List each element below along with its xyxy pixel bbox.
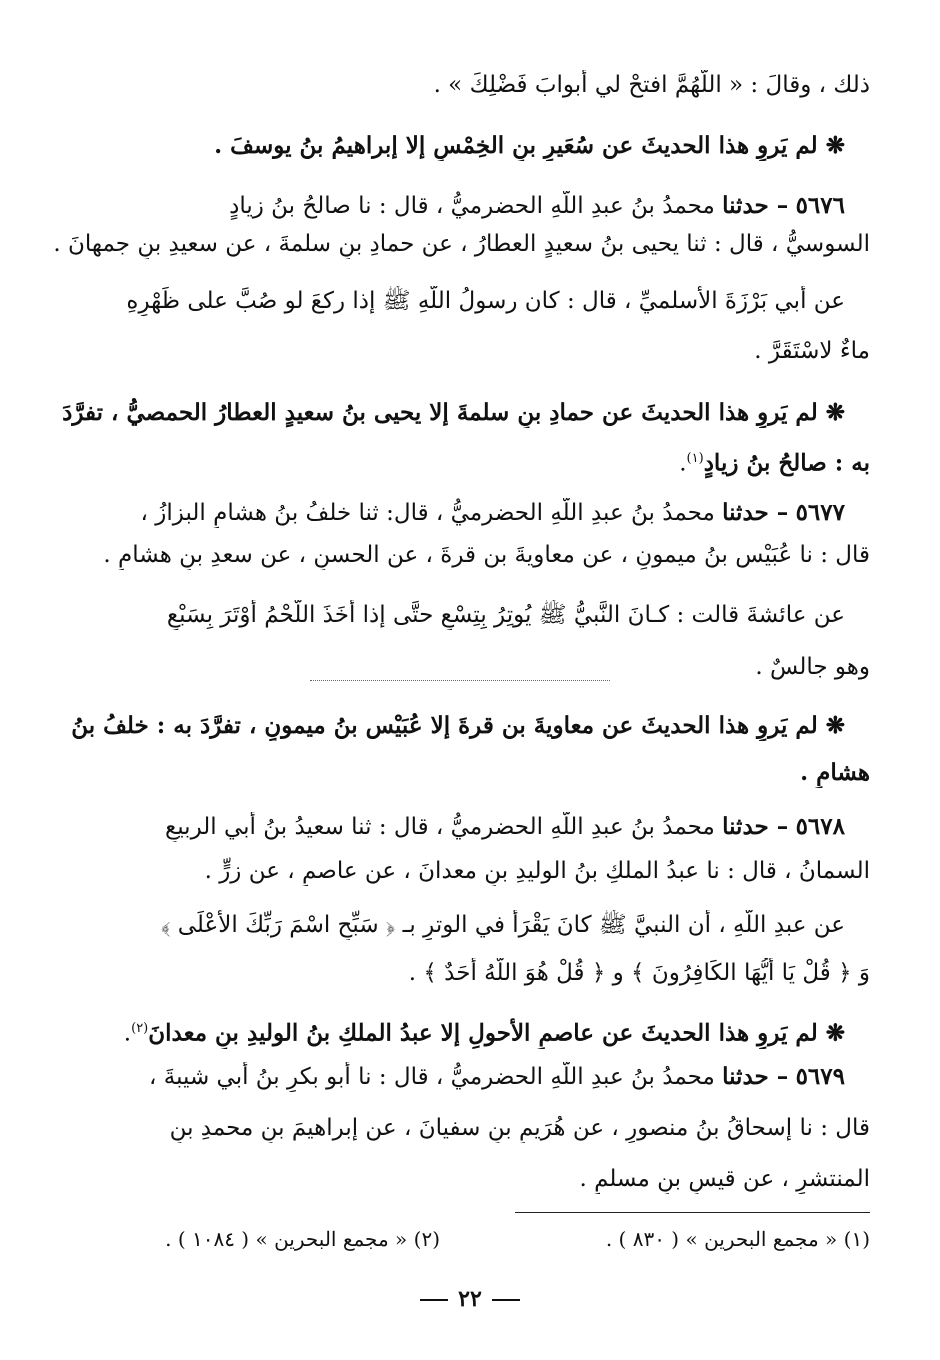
hadith-number: ٥٦٧٧ <box>795 499 845 526</box>
footnote-ref: (٢) <box>131 1021 149 1036</box>
line-text: وَ ﴿ قُلْ يَا أَيُّهَا الكَافِرُونَ ﴾ و ﴿ قُلْ هُوَ اللَّهُ أَحَدٌ ﴾ . <box>408 960 870 986</box>
comment-text: لم يَروِ هذا الحديثَ عن معاويةَ بن قرةَ إلا عُبَيْس بنُ ميمونٍ ، تفرَّدَ به : خلفُ بنُ <box>71 712 818 739</box>
line-text: ماءٌ لاسْتَقَرَّ . <box>754 338 870 364</box>
text-line <box>44 70 870 100</box>
line-end: . <box>679 450 687 477</box>
text-line <box>44 1164 870 1194</box>
text-line <box>44 600 845 630</box>
text-line <box>44 652 870 682</box>
hadith-number: ٥٦٧٨ <box>795 813 845 840</box>
hadith-heading-line <box>44 1062 845 1092</box>
text-line <box>44 540 870 570</box>
line-text: المنتشرِ ، عن قيسِ بنِ مسلمٍ . <box>579 1166 870 1192</box>
hadith-number: ٥٦٧٩ <box>795 1063 845 1090</box>
haddathana-label: – حدثنا <box>722 499 789 526</box>
text-line <box>44 286 845 316</box>
line-text: السمانُ ، قال : نا عبدُ الملكِ بنُ الوليدِ بنِ معدانَ ، عن عاصمٍ ، عن زرٍّ . <box>204 858 870 884</box>
text-line <box>44 910 845 940</box>
line-text: السوسيُّ ، قال : ثنا يحيى بنُ سعيدٍ العطارُ ، عن حمادِ بنِ سلمةَ ، عن سعيدِ بنِ جمهانَ . <box>53 231 870 257</box>
comment-text: به : صالحُ بنُ زيادٍ <box>703 449 870 477</box>
comment-line <box>44 398 845 428</box>
asterism-icon: ❋ <box>825 132 845 159</box>
line-text: عن عائشةَ قالت : كـانَ النَّبيُّ ﷺ يُوتِرُ بِتِسْعٍ حتَّى إذا أَخَذَ اللَّحْمُ أَوْتَرَ بِسَبْعٍ <box>166 602 845 628</box>
line-text: وهو جالسٌ . <box>755 654 870 680</box>
asterism-icon: ❋ <box>825 1019 845 1047</box>
hadith-number: ٥٦٧٦ <box>795 192 845 219</box>
footnote-ref: (١) <box>686 451 704 466</box>
line-text: محمدُ بنُ عبدِ اللَّهِ الحضرميُّ ، قال : نا صالحُ بنُ زيادٍ <box>229 193 715 219</box>
footnote-2: (٢) « مجمع البحرين » ( ١٠٨٤ ) . <box>165 1227 440 1251</box>
text-line <box>44 336 870 366</box>
text-line <box>44 856 870 886</box>
line-text: عن أبي بَرْزَةَ الأسلميِّ ، قال : كان رسولُ اللَّهِ ﷺ إذا ركعَ لو صُبَّ على ظَهْرِهِ <box>126 288 845 314</box>
text-line <box>44 1113 870 1143</box>
text-line <box>44 229 870 259</box>
line-text: قال : نا عُبَيْس بنُ ميمونٍ ، عن معاويةَ بن قرةَ ، عن الحسنِ ، عن سعدِ بنِ هشامٍ . <box>103 542 870 568</box>
comment-line <box>44 711 845 741</box>
line-text: عن عبدِ اللَّهِ ، أن النبيَّ ﷺ كانَ يَقْرَأُ في الوترِ بـ ﴿ سَبِّحِ اسْمَ رَبِّكَ الأَعْلَى ﴾ <box>160 912 845 938</box>
haddathana-label: – حدثنا <box>722 192 789 219</box>
page-number <box>0 1286 940 1312</box>
line-text: محمدُ بنُ عبدِ اللَّهِ الحضرميُّ ، قال : ثنا سعيدُ بنُ أبي الربيعِ <box>165 814 715 840</box>
comment-text: هشامٍ . <box>800 759 870 786</box>
dotted-divider <box>310 680 610 681</box>
hadith-heading-line <box>44 191 845 221</box>
comment-text: لم يَروِ هذا الحديثَ عن عاصمٍ الأحولِ إلا عبدُ الملكِ بنُ الوليدِ بنِ معدانَ <box>148 1019 818 1047</box>
page-number-dash <box>420 1299 448 1301</box>
comment-text: لم يَروِ هذا الحديثَ عن سُعَيرِ بنِ الخِمْسِ إلا إبراهيمُ بنُ يوسفَ . <box>214 132 818 159</box>
footnote-separator <box>515 1212 870 1213</box>
line-end: . <box>123 1020 132 1047</box>
comment-text: لم يَروِ هذا الحديثَ عن حمادِ بنِ سلمةَ إلا يحيى بنُ سعيدٍ العطارُ الحمصيُّ ، تفرَّدَ <box>62 399 818 426</box>
asterism-icon: ❋ <box>825 399 845 426</box>
line-text: محمدُ بنُ عبدِ اللَّهِ الحضرميُّ ، قال : نا أبو بكرِ بنُ أبي شيبةَ ، <box>149 1064 715 1090</box>
line-text: محمدُ بنُ عبدِ اللَّهِ الحضرميُّ ، قال: ثنا خلفُ بنُ هشامٍ البزازُ ، <box>140 500 715 526</box>
comment-line <box>44 758 870 788</box>
haddathana-label: – حدثنا <box>722 1063 789 1090</box>
footnote-1: (١) « مجمع البحرين » ( ٨٣٠ ) . <box>605 1227 870 1251</box>
line-text: ذلك ، وقالَ : « اللَّهُمَّ افتحْ لي أبوابَ فَضْلِكَ » . <box>433 72 870 98</box>
page-number-dash <box>492 1299 520 1301</box>
text-line <box>44 958 870 988</box>
haddathana-label: – حدثنا <box>722 813 789 840</box>
hadith-heading-line <box>44 498 845 528</box>
page-number-value: ٢٢ <box>458 1286 482 1312</box>
asterism-icon: ❋ <box>825 712 845 739</box>
line-text: قال : نا إسحاقُ بنُ منصورٍ ، عن هُرَيمِ بنِ سفيانَ ، عن إبراهيمَ بنِ محمدِ بنِ <box>169 1115 870 1141</box>
comment-line <box>44 444 870 479</box>
comment-line <box>44 131 845 161</box>
hadith-heading-line <box>44 812 845 842</box>
comment-line <box>44 1014 845 1049</box>
